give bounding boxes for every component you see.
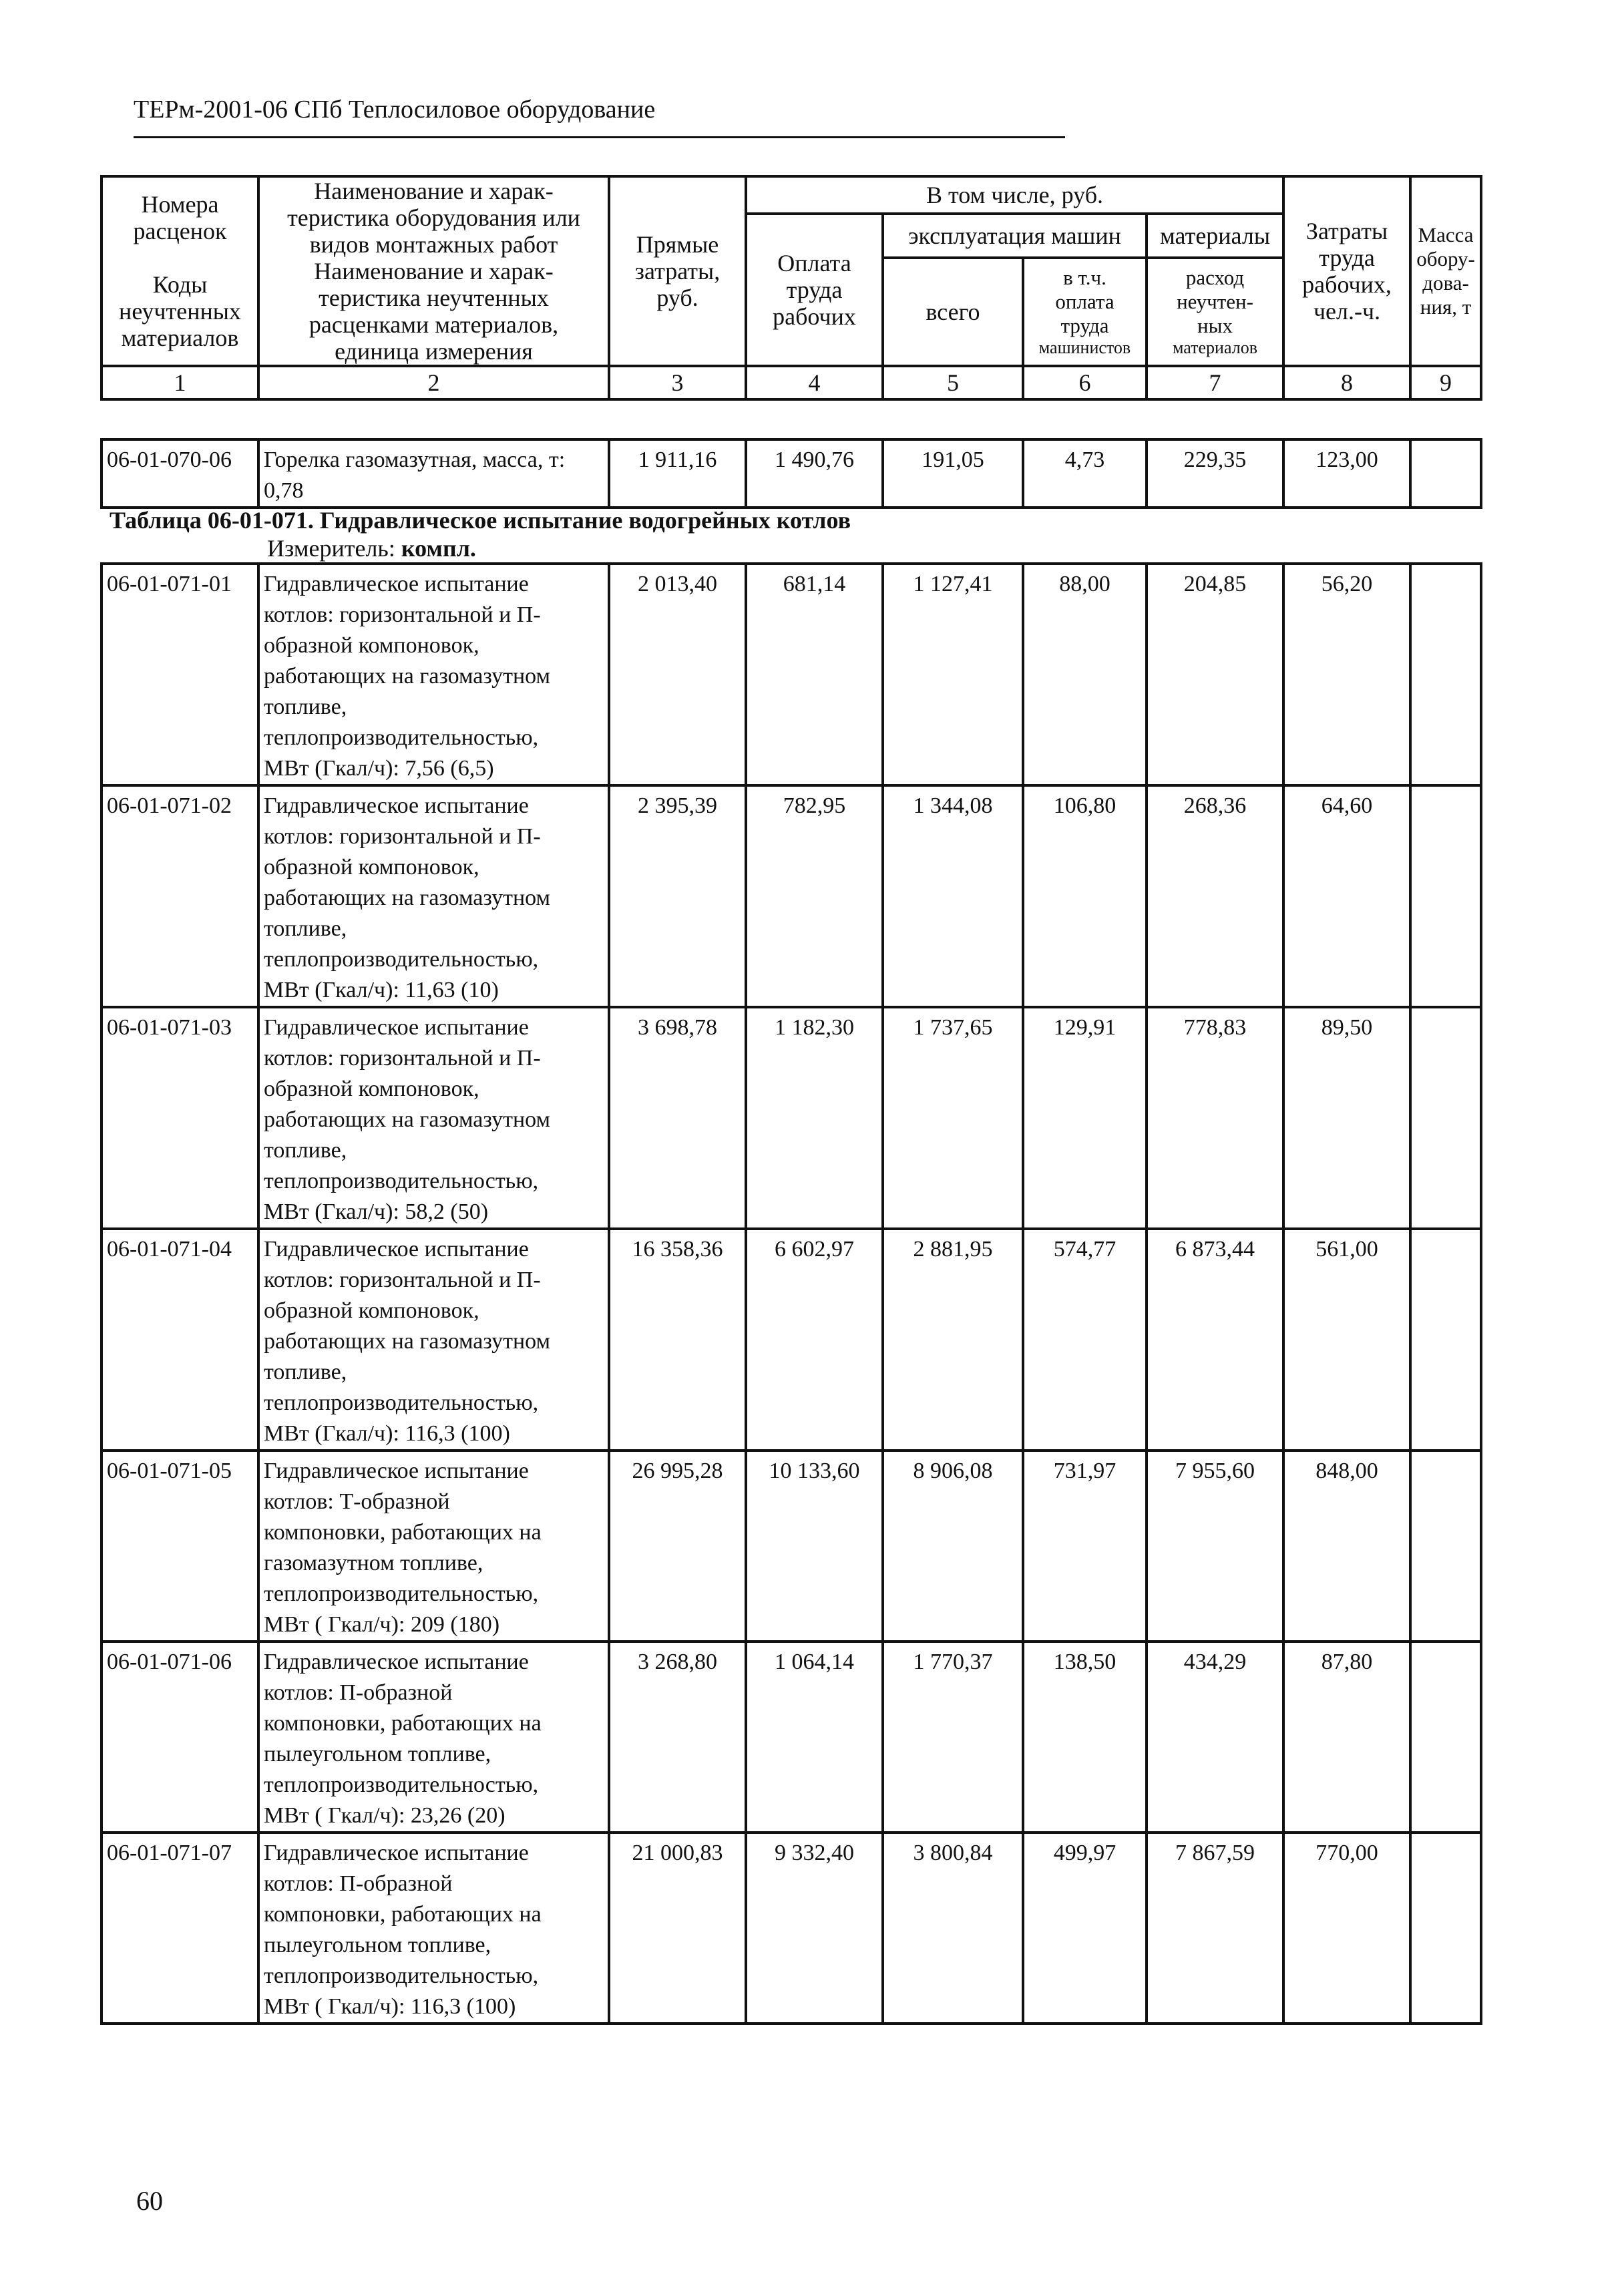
table-title: Таблица 06-01-071. Гидравлическое испытание водогрейных котлов <box>110 507 851 534</box>
rate-name-line: МВт (Гкал/ч): 58,2 (50) <box>264 1199 489 1224</box>
rate-code: 06-01-071-01 <box>102 564 258 785</box>
machine-costs: 3 800,84 <box>883 1833 1023 2024</box>
material-costs: 204,85 <box>1147 564 1283 785</box>
col-number: 3 <box>609 366 746 399</box>
table-row <box>102 1229 1481 1451</box>
machinist-pay: 499,97 <box>1023 1833 1147 2024</box>
page-number: 60 <box>136 2186 163 2216</box>
rate-name-line: теплопроизводительностью, <box>264 947 539 972</box>
machines-header: эксплуатация машин <box>883 214 1147 258</box>
direct-costs: 21 000,83 <box>609 1833 746 2024</box>
machinist-pay: 574,77 <box>1023 1229 1147 1451</box>
rate-name-line: компоновки, работающих на <box>264 1711 542 1736</box>
rate-name <box>258 1642 609 1833</box>
col-number: 5 <box>883 366 1023 399</box>
equipment-mass <box>1410 564 1481 785</box>
rate-code: 06-01-071-05 <box>102 1451 258 1642</box>
labor-hours: 770,00 <box>1283 1833 1410 2024</box>
labor-hours: 123,00 <box>1283 439 1410 508</box>
direct-costs: 2 395,39 <box>609 785 746 1007</box>
rate-name: Горелка газомазутная, масса, т: 0,78 <box>258 439 609 508</box>
rate-name-line: МВт ( Гкал/ч): 209 (180) <box>264 1612 500 1637</box>
table-row <box>102 1451 1481 1642</box>
rate-name-line: образной компоновок, <box>264 1298 479 1323</box>
rate-name-line: работающих на газомазутном <box>264 1107 551 1132</box>
rate-name <box>258 1229 609 1451</box>
labor-hours: 561,00 <box>1283 1229 1410 1451</box>
rate-name-line: пылеугольном топливе, <box>264 1742 491 1766</box>
rate-name <box>258 1451 609 1642</box>
rate-name-line: образной компоновок, <box>264 855 479 880</box>
material-costs: 229,35 <box>1147 439 1283 508</box>
rate-name-line: теплопроизводительностью, <box>264 1581 539 1606</box>
material-costs: 7 867,59 <box>1147 1833 1283 2024</box>
rate-name-line: МВт (Гкал/ч): 7,56 (6,5) <box>264 756 494 781</box>
labor-pay: 6 602,97 <box>746 1229 883 1451</box>
rate-name-line: пылеугольном топливе, <box>264 1933 491 1957</box>
rate-name-line: образной компоновок, <box>264 633 479 658</box>
machine-costs: 2 881,95 <box>883 1229 1023 1451</box>
rate-name-line: образной компоновок, <box>264 1077 479 1101</box>
rate-name-line: теплопроизводительностью, <box>264 1169 539 1193</box>
equipment-mass <box>1410 1007 1481 1229</box>
table-row <box>102 1007 1481 1229</box>
rate-name-line: Гидравлическое испытание <box>264 793 529 818</box>
rate-name <box>258 1833 609 2024</box>
col-2-top-header: Наименование и харак- теристика оборудования или видов монтажных работ <box>258 176 609 258</box>
col-number: 9 <box>1410 366 1481 399</box>
rate-name-line: работающих на газомазутном <box>264 886 551 910</box>
machinist-pay: 106,80 <box>1023 785 1147 1007</box>
col-1-bottom-header: Коды неучтенных материалов <box>102 258 258 366</box>
rate-name-line: компоновки, работающих на <box>264 1520 542 1545</box>
table-row <box>102 785 1481 1007</box>
table-row <box>102 564 1481 785</box>
rate-name-line: компоновки, работающих на <box>264 1902 542 1927</box>
direct-costs: 16 358,36 <box>609 1229 746 1451</box>
col-7-header: расход неучтен- ных материалов <box>1147 258 1283 366</box>
labor-hours: 89,50 <box>1283 1007 1410 1229</box>
col-number: 8 <box>1283 366 1410 399</box>
machine-costs: 191,05 <box>883 439 1023 508</box>
material-costs: 778,83 <box>1147 1007 1283 1229</box>
equipment-mass <box>1410 785 1481 1007</box>
rate-name-line: Гидравлическое испытание <box>264 1650 529 1674</box>
direct-costs: 2 013,40 <box>609 564 746 785</box>
rate-name <box>258 1007 609 1229</box>
material-costs: 7 955,60 <box>1147 1451 1283 1642</box>
equipment-mass <box>1410 1642 1481 1833</box>
rate-name-line: Гидравлическое испытание <box>264 1459 529 1483</box>
labor-pay: 9 332,40 <box>746 1833 883 2024</box>
machinist-pay: 731,97 <box>1023 1451 1147 1642</box>
title-underline <box>134 136 1065 138</box>
direct-costs: 3 268,80 <box>609 1642 746 1833</box>
rate-name-line: газомазутном топливе, <box>264 1551 483 1575</box>
machinist-pay: 138,50 <box>1023 1642 1147 1833</box>
table-row <box>102 1833 1481 2024</box>
machine-costs: 8 906,08 <box>883 1451 1023 1642</box>
col-number: 6 <box>1023 366 1147 399</box>
machinist-pay: 4,73 <box>1023 439 1147 508</box>
rate-name-line: теплопроизводительностью, <box>264 1963 539 1988</box>
rate-name-line: котлов: горизонтальной и П- <box>264 1268 541 1292</box>
rate-name-line: Гидравлическое испытание <box>264 1237 529 1262</box>
rate-name-line: Гидравлическое испытание <box>264 1015 529 1040</box>
machine-costs: 1 344,08 <box>883 785 1023 1007</box>
document-title: ТЕРм-2001-06 СПб Теплосиловое оборудование <box>134 96 656 124</box>
machinist-pay: 88,00 <box>1023 564 1147 785</box>
labor-hours: 56,20 <box>1283 564 1410 785</box>
rate-name-line: теплопроизводительностью, <box>264 1390 539 1415</box>
material-costs: 268,36 <box>1147 785 1283 1007</box>
rate-name-line: топливе, <box>264 1360 347 1384</box>
col-6-header: в т.ч. оплата труда машинистов <box>1023 258 1147 366</box>
col-4-header: Оплата труда рабочих <box>746 214 883 366</box>
col-9-header: Масса обору- дова- ния, т <box>1410 176 1481 366</box>
rate-name-line: МВт (Гкал/ч): 11,63 (10) <box>264 978 499 1002</box>
group-header: В том числе, руб. <box>746 176 1283 214</box>
column-header-table <box>100 175 1482 401</box>
rate-code: 06-01-071-03 <box>102 1007 258 1229</box>
labor-pay: 782,95 <box>746 785 883 1007</box>
rate-name-line: теплопроизводительностью, <box>264 725 539 750</box>
rate-code: 06-01-071-07 <box>102 1833 258 2024</box>
rate-name-line: Гидравлическое испытание <box>264 1841 529 1865</box>
labor-hours: 64,60 <box>1283 785 1410 1007</box>
rate-name-line: котлов: горизонтальной и П- <box>264 602 541 627</box>
rate-name-line: работающих на газомазутном <box>264 1329 551 1354</box>
rate-name-line: котлов: П-образной <box>264 1680 453 1705</box>
col-number: 7 <box>1147 366 1283 399</box>
machine-costs: 1 770,37 <box>883 1642 1023 1833</box>
rate-name-line: топливе, <box>264 695 347 719</box>
equipment-mass <box>1410 1229 1481 1451</box>
equipment-mass <box>1410 1451 1481 1642</box>
direct-costs: 26 995,28 <box>609 1451 746 1642</box>
labor-hours: 87,80 <box>1283 1642 1410 1833</box>
rate-name-line: котлов: П-образной <box>264 1871 453 1896</box>
labor-hours: 848,00 <box>1283 1451 1410 1642</box>
labor-pay: 1 490,76 <box>746 439 883 508</box>
rate-name-line: котлов: горизонтальной и П- <box>264 824 541 849</box>
material-costs: 434,29 <box>1147 1642 1283 1833</box>
previous-table-row <box>100 438 1482 509</box>
table-row <box>102 1642 1481 1833</box>
material-costs: 6 873,44 <box>1147 1229 1283 1451</box>
equipment-mass <box>1410 439 1481 508</box>
rate-name-line: топливе, <box>264 1138 347 1163</box>
rate-name <box>258 564 609 785</box>
rates-table <box>100 562 1482 2025</box>
labor-pay: 1 182,30 <box>746 1007 883 1229</box>
machine-costs: 1 127,41 <box>883 564 1023 785</box>
rate-name-line: работающих на газомазутном <box>264 664 551 689</box>
rate-code: 06-01-071-06 <box>102 1642 258 1833</box>
rate-name-line: котлов: горизонтальной и П- <box>264 1046 541 1071</box>
rate-name-line: теплопроизводительностью, <box>264 1772 539 1797</box>
rate-name-line: топливе, <box>264 916 347 941</box>
col-8-header: Затраты труда рабочих, чел.-ч. <box>1283 176 1410 366</box>
rate-name-line: Гидравлическое испытание <box>264 572 529 596</box>
labor-pay: 1 064,14 <box>746 1642 883 1833</box>
rate-name-line: МВт ( Гкал/ч): 23,26 (20) <box>264 1803 505 1828</box>
col-number: 2 <box>258 366 609 399</box>
rate-name-line: МВт ( Гкал/ч): 116,3 (100) <box>264 1994 516 2019</box>
rate-name-line: МВт (Гкал/ч): 116,3 (100) <box>264 1421 510 1446</box>
rate-code: 06-01-070-06 <box>102 439 258 508</box>
col-2-bottom-header: Наименование и харак- теристика неучтенных расценками материалов, единица измерения <box>258 258 609 366</box>
direct-costs: 3 698,78 <box>609 1007 746 1229</box>
col-5-header: всего <box>883 258 1023 366</box>
labor-pay: 10 133,60 <box>746 1451 883 1642</box>
rate-name <box>258 785 609 1007</box>
rate-name-line: котлов: Т-образной <box>264 1489 450 1514</box>
equipment-mass <box>1410 1833 1481 2024</box>
col-number: 4 <box>746 366 883 399</box>
labor-pay: 681,14 <box>746 564 883 785</box>
table-measure: Измеритель: компл. <box>267 535 476 562</box>
rate-code: 06-01-071-04 <box>102 1229 258 1451</box>
col-3-header: Прямые затраты, руб. <box>609 176 746 366</box>
machinist-pay: 129,91 <box>1023 1007 1147 1229</box>
direct-costs: 1 911,16 <box>609 439 746 508</box>
machine-costs: 1 737,65 <box>883 1007 1023 1229</box>
materials-header: материалы <box>1147 214 1283 258</box>
col-1-top-header: Номера расценок <box>102 176 258 258</box>
col-number: 1 <box>102 366 258 399</box>
rate-code: 06-01-071-02 <box>102 785 258 1007</box>
